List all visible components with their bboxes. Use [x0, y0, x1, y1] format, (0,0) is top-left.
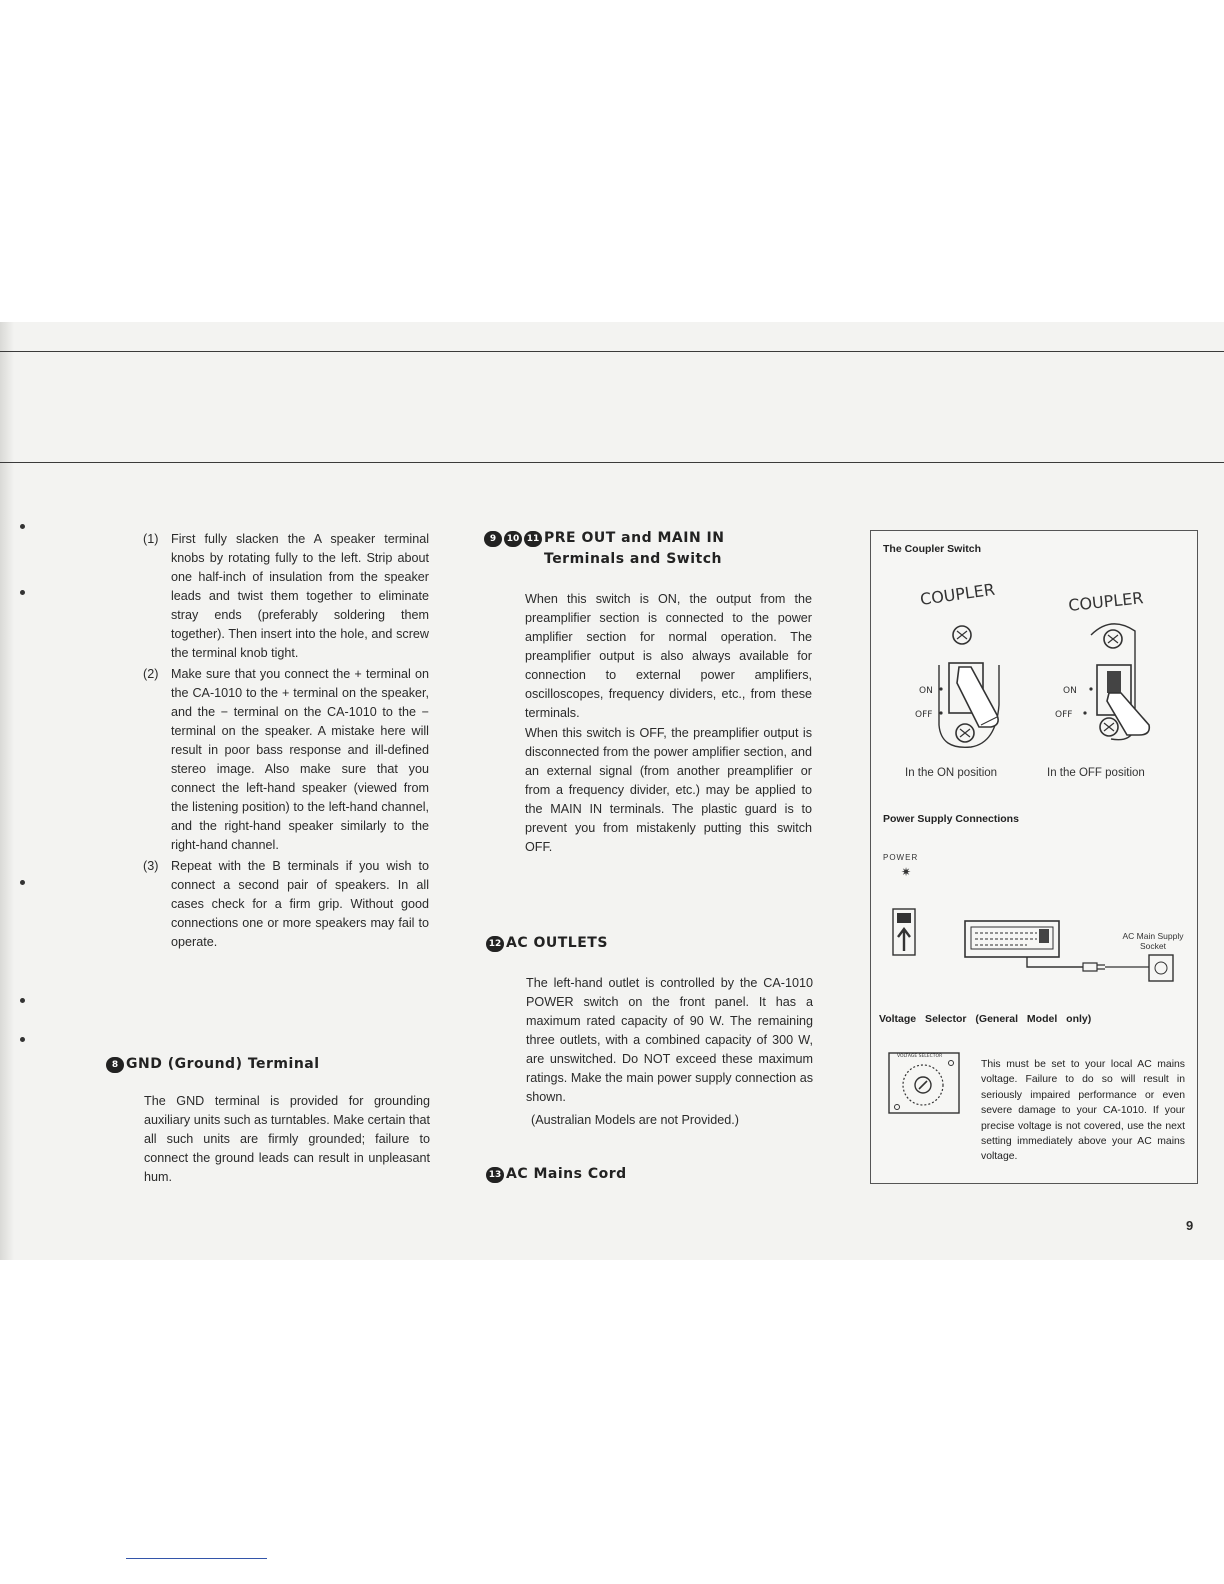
voltage-selector-label: VOLTAGE SELECTOR — [897, 1054, 943, 1059]
preout-heading-line1: PRE OUT and MAIN IN — [544, 530, 725, 546]
gnd-paragraph: The GND terminal is provided for grounding auxiliary units such as turntables. Make certain that all such units are firmly grounded; failure to connect the ground leads can result in unpleasant hum. — [144, 1094, 430, 1184]
coupler-on-illustration — [901, 575, 1031, 755]
item-number-marker: 11 — [524, 531, 542, 547]
item-number-marker: 13 — [486, 1167, 504, 1183]
list-item — [143, 857, 429, 952]
footer-line — [126, 1558, 267, 1559]
on-label: ON — [1063, 686, 1077, 696]
margin-dot — [20, 880, 25, 885]
voltage-title: Voltage Selector (General Model only) — [879, 1013, 1092, 1025]
coupler-label: COUPLER — [918, 579, 997, 609]
ac-outlets-paragraph: The left-hand outlet is controlled by the CA-1010 POWER switch on the front panel. It has a maximum rated capacity of 90 W. The remaining three outlets, with a combined capacity of 300 W, are unswitched. Do NOT exceed these maximum ratings. Make the main power supply connection as shown. — [526, 976, 813, 1104]
voltage-paragraph: This must be set to your local AC mains voltage. Failure to do so will result in seriously impaired performance or even severe damage to your CA-1010. If your precise voltage is not covered, use the next setting immediately above your AC mains voltage. — [981, 1059, 1185, 1163]
item-number-marker: 8 — [106, 1057, 124, 1073]
item-number-marker: 12 — [486, 936, 504, 952]
ac-socket-label-line2: Socket — [1140, 941, 1166, 951]
plug-icon — [1083, 963, 1097, 971]
coupler-off-illustration — [1051, 575, 1181, 755]
coupler-title: The Coupler Switch — [883, 543, 982, 555]
preout-heading-line2: Terminals and Switch — [544, 551, 722, 567]
illustration-panel — [870, 530, 1198, 1184]
step-number: (2) — [143, 667, 159, 681]
wall-socket-icon — [1149, 955, 1173, 981]
caption-on: In the ON position — [905, 767, 998, 779]
margin-dot — [20, 590, 25, 595]
off-label: OFF — [1055, 710, 1073, 720]
ac-outlets-heading-text: AC OUTLETS — [506, 935, 608, 951]
step-text: First fully slacken the A speaker terminal knobs by rotating fully to the left. Strip about one half-inch of insulation from the speaker leads and twist them together to eliminate stray ends (preferably soldering them together). Then insert into the hole, and screw the terminal knob tight. — [171, 532, 429, 660]
voltage-selector-illustration — [887, 1049, 963, 1115]
margin-dot — [20, 1037, 25, 1042]
caption-off: In the OFF position — [1047, 767, 1145, 779]
margin-dot — [20, 524, 25, 529]
ac-socket-label — [1113, 931, 1193, 951]
preout-paragraph-2: When this switch is OFF, the preamplifier output is disconnected from the power amplifier section, and an external signal (from another preamplifier or from a frequency divider, etc.) may be applied to the MAIN IN terminals. The plastic guard is to prevent you from mistakenly putting this switch OFF. — [525, 726, 812, 854]
step-text: Make sure that you connect the + terminal on the CA-1010 to the + terminal on the speaker, and the − terminal on the CA-1010 to the − terminal on the speaker. A mistake here will result in poor bass response and ill-defined stereo image. Also make sure that you connect the left-hand speaker (viewed from the listening position) to the left-hand channel, and the right-hand speaker similarly to the right-hand channel. — [171, 667, 429, 852]
top-rule — [0, 351, 1224, 352]
gnd-heading — [106, 1056, 320, 1073]
item-number-marker: 9 — [484, 531, 502, 547]
step-text: Repeat with the B terminals if you wish to connect a second pair of speakers. In all cases check for a firm grip. Without good connections one or more speakers may fail to operate. — [171, 859, 429, 949]
ac-outlets-heading — [486, 935, 608, 952]
preout-heading — [484, 530, 824, 567]
power-label: POWER — [883, 853, 919, 862]
coupler-label: COUPLER — [1067, 588, 1145, 615]
page-number: 9 — [1186, 1218, 1194, 1233]
header-rule — [0, 462, 1224, 463]
preout-paragraph-1: When this switch is ON, the output from the preamplifier section is connected to the power amplifier section for normal operation. The preamplifier output is also always available for connection to external power amplifiers, oscilloscopes, frequency dividers, etc., from these terminals. — [525, 592, 812, 720]
ac-cord-heading-text: AC Mains Cord — [506, 1166, 627, 1182]
power-indicator-icon: ✷ — [901, 865, 912, 879]
power-title: Power Supply Connections — [883, 813, 1019, 825]
step-number: (3) — [143, 859, 159, 873]
step-number: (1) — [143, 532, 159, 546]
ac-socket-label-line1: AC Main Supply — [1122, 931, 1184, 941]
off-label: OFF — [915, 710, 933, 720]
list-item — [143, 530, 429, 663]
ac-outlets-note: (Australian Models are not Provided.) — [531, 1113, 739, 1127]
ac-cord-heading — [486, 1166, 627, 1183]
speaker-steps-list — [143, 530, 429, 954]
on-label: ON — [919, 686, 933, 696]
margin-dot — [20, 998, 25, 1003]
gnd-heading-text: GND (Ground) Terminal — [126, 1056, 320, 1072]
item-number-marker: 10 — [504, 531, 522, 547]
list-item — [143, 665, 429, 855]
